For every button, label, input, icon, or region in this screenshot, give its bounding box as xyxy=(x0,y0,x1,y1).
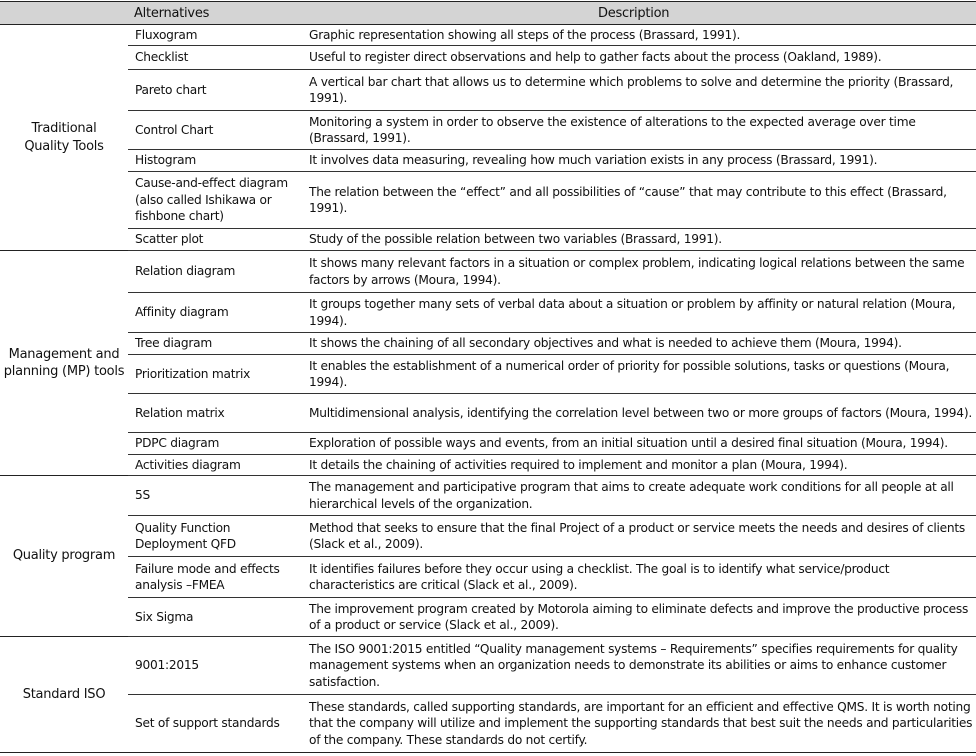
item-cell: Set of support standards xyxy=(128,695,302,753)
description-cell: A vertical bar chart that allows us to determine which problems to solve and determine the priority (Brassard, 1991). xyxy=(302,70,976,111)
table-row xyxy=(0,293,976,333)
table-row xyxy=(0,476,976,516)
group-label: Quality program xyxy=(0,476,128,637)
table-row xyxy=(0,25,976,46)
item-cell: Prioritization matrix xyxy=(128,355,302,394)
table-row xyxy=(0,172,976,229)
item-cell: 9001:2015 xyxy=(128,637,302,695)
description-cell: It identifies failures before they occur using a checklist. The goal is to identify what service/product characteristics are critical (Slack et al., 2009). xyxy=(302,557,976,598)
table-row xyxy=(0,150,976,172)
item-cell: Pareto chart xyxy=(128,70,302,111)
item-cell: Affinity diagram xyxy=(128,293,302,333)
table-row xyxy=(0,70,976,111)
group-label: Management and planning (MP) tools xyxy=(0,251,128,476)
table-row xyxy=(0,333,976,355)
item-cell: PDPC diagram xyxy=(128,433,302,455)
description-cell: It details the chaining of activities required to implement and monitor a plan (Moura, 1994). xyxy=(302,455,976,476)
description-cell: Useful to register direct observations and help to gather facts about the process (Oakland, 1989). xyxy=(302,46,976,70)
item-cell: Quality Function Deployment QFD xyxy=(128,516,302,557)
table-row xyxy=(0,695,976,753)
description-cell: It groups together many sets of verbal data about a situation or problem by affinity or natural relation (Moura, 1994). xyxy=(302,293,976,333)
item-cell: 5S xyxy=(128,476,302,516)
description-cell: These standards, called supporting standards, are important for an efficient and effective QMS. It is worth noting that the company will utilize and implement the supporting standards that best suit the needs and particularities of the company. These standards do not certify. xyxy=(302,695,976,753)
table-row xyxy=(0,251,976,293)
item-cell: Relation matrix xyxy=(128,394,302,433)
description-cell: The ISO 9001:2015 entitled “Quality management systems – Requirements” specifies requirements for quality management systems when an organization needs to demonstrate its abilities or aims to enhance customer satisfaction. xyxy=(302,637,976,695)
table-row xyxy=(0,394,976,433)
group-label: Traditional Quality Tools xyxy=(24,121,104,154)
quality-tools-table xyxy=(0,1,976,753)
description-cell: The management and participative program that aims to create adequate work conditions for all people at all hierarchical levels of the organization. xyxy=(302,476,976,516)
item-cell: Cause-and-effect diagram (also called Ishikawa or fishbone chart) xyxy=(128,172,302,229)
header-alternatives: Alternatives xyxy=(0,2,302,25)
item-cell: Scatter plot xyxy=(128,229,302,251)
description-cell: Study of the possible relation between two variables (Brassard, 1991). xyxy=(302,229,976,251)
item-cell: Six Sigma xyxy=(128,598,302,637)
item-cell: Fluxogram xyxy=(128,25,302,46)
table-row xyxy=(0,557,976,598)
description-cell: The improvement program created by Motorola aiming to eliminate defects and improve the productive process of a product or service (Slack et al., 2009). xyxy=(302,598,976,637)
group-management-planning-tools xyxy=(0,251,976,476)
table-row xyxy=(0,433,976,455)
table-row xyxy=(0,516,976,557)
table-row xyxy=(0,46,976,70)
table-row xyxy=(0,455,976,476)
group-traditional-quality-tools xyxy=(0,25,976,251)
item-cell: Activities diagram xyxy=(128,455,302,476)
description-cell: It shows many relevant factors in a situation or complex problem, indicating logical relations between the same factors by arrows (Moura, 1994). xyxy=(302,251,976,293)
group-label: Standard ISO xyxy=(0,637,128,753)
header-row xyxy=(0,2,976,25)
description-cell: It involves data measuring, revealing how much variation exists in any process (Brassard, 1991). xyxy=(302,150,976,172)
table-row xyxy=(0,229,976,251)
description-cell: It enables the establishment of a numerical order of priority for possible solutions, tasks or questions (Moura, 1994). xyxy=(302,355,976,394)
table-row xyxy=(0,355,976,394)
description-cell: Monitoring a system in order to observe the existence of alterations to the expected average over time (Brassard, 1991). xyxy=(302,111,976,150)
item-cell: Tree diagram xyxy=(128,333,302,355)
item-cell: Checklist xyxy=(128,46,302,70)
table-row xyxy=(0,637,976,695)
description-cell: Exploration of possible ways and events, from an initial situation until a desired final situation (Moura, 1994). xyxy=(302,433,976,455)
description-cell: It shows the chaining of all secondary objectives and what is needed to achieve them (Moura, 1994). xyxy=(302,333,976,355)
description-cell: The relation between the “effect” and all possibilities of “cause” that may contribute to this effect (Brassard, 1991). xyxy=(302,172,976,229)
item-cell: Failure mode and effects analysis –FMEA xyxy=(128,557,302,598)
header-description: Description xyxy=(302,2,976,25)
group-standard-iso xyxy=(0,637,976,753)
group-quality-program xyxy=(0,476,976,637)
description-cell: Graphic representation showing all steps of the process (Brassard, 1991). xyxy=(302,25,976,46)
item-cell: Relation diagram xyxy=(128,251,302,293)
description-cell: Multidimensional analysis, identifying the correlation level between two or more groups of factors (Moura, 1994). xyxy=(302,394,976,433)
item-cell: Histogram xyxy=(128,150,302,172)
table-row xyxy=(0,598,976,637)
description-cell: Method that seeks to ensure that the final Project of a product or service meets the needs and desires of clients (Slack et al., 2009). xyxy=(302,516,976,557)
table-row xyxy=(0,111,976,150)
item-cell: Control Chart xyxy=(128,111,302,150)
